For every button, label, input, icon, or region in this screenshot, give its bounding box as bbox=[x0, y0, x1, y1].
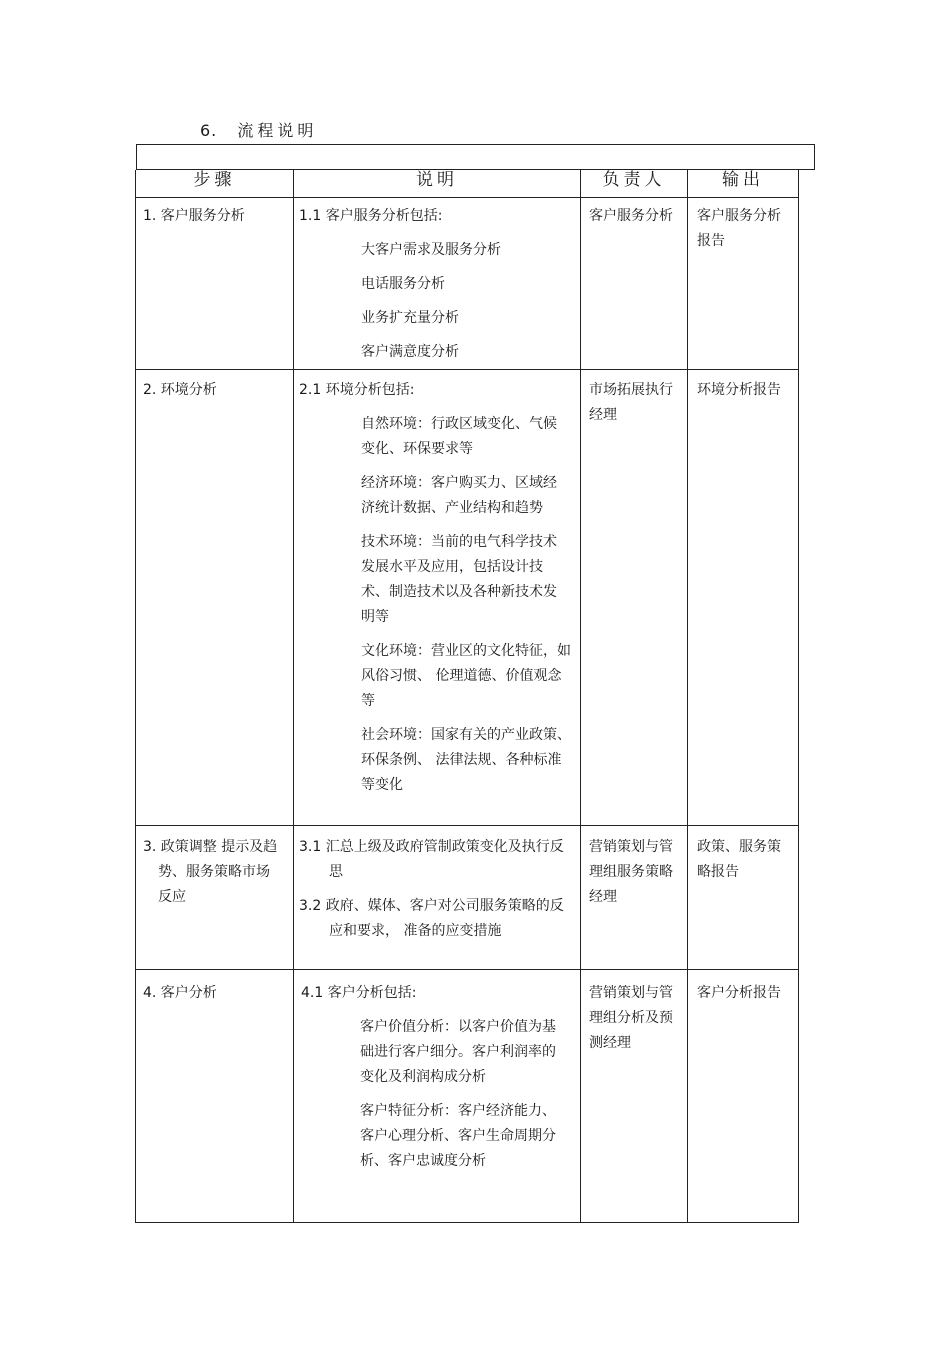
row3-item: 3.2 政府、媒体、客户对公司服务策略的反应和要求， 准备的应变措施 bbox=[299, 898, 564, 939]
row-divider bbox=[135, 825, 799, 826]
row4-description bbox=[301, 981, 577, 1174]
header-step: 步骤 bbox=[193, 170, 236, 190]
row3-owner: 营销策划与管理组服务策略经理 bbox=[589, 839, 673, 905]
row4-output: 客户分析报告 bbox=[697, 985, 781, 1001]
row2-step: 2. 环境分析 bbox=[143, 382, 217, 398]
row1-item: 电话服务分析 bbox=[361, 276, 445, 292]
row4-owner: 营销策划与管理组分析及预测经理 bbox=[589, 985, 673, 1051]
row2-item: 自然环境：行政区域变化、气候变化、环保要求等 bbox=[361, 416, 557, 457]
table-banner-row bbox=[136, 144, 815, 170]
row4-item: 客户价值分析：以客户价值为基础进行客户细分。客户利润率的变化及利润构成分析 bbox=[360, 1019, 556, 1085]
row1-owner: 客户服务分析 bbox=[589, 208, 673, 224]
section-heading bbox=[200, 118, 317, 141]
row3-description bbox=[299, 835, 571, 944]
row-divider bbox=[135, 969, 799, 970]
row2-item: 经济环境：客户购买力、区域经济统计数据、产业结构和趋势 bbox=[361, 475, 557, 516]
column-divider bbox=[687, 170, 688, 1223]
row4-item: 客户特征分析：客户经济能力、客户心理分析、客户生命周期分析、客户忠诚度分析 bbox=[360, 1103, 556, 1169]
section-title: 流程说明 bbox=[237, 121, 318, 140]
table-border-left bbox=[135, 170, 136, 1223]
row1-step: 1. 客户服务分析 bbox=[143, 208, 245, 224]
row1-desc-title: 1.1 客户服务分析包括: bbox=[299, 208, 443, 224]
row4-step: 4. 客户分析 bbox=[143, 985, 217, 1001]
row1-description bbox=[299, 204, 575, 365]
row1-item: 客户满意度分析 bbox=[361, 344, 459, 360]
row2-description bbox=[299, 378, 575, 798]
row3-output: 政策、服务策略报告 bbox=[697, 839, 781, 880]
header-description: 说明 bbox=[416, 170, 458, 190]
column-divider bbox=[293, 170, 294, 1223]
row1-output: 客户服务分析报告 bbox=[697, 208, 781, 249]
table-border-right bbox=[798, 170, 799, 1223]
row2-output: 环境分析报告 bbox=[697, 382, 781, 398]
header-output: 输出 bbox=[722, 170, 764, 190]
row2-item: 技术环境：当前的电气科学技术发展水平及应用，包括设计技术、制造技术以及各种新技术发明等 bbox=[361, 534, 557, 625]
table-border-bottom bbox=[135, 1222, 799, 1223]
row2-item: 社会环境：国家有关的产业政策、环保条例、 法律法规、各种标准等变化 bbox=[361, 727, 571, 793]
column-divider bbox=[580, 170, 581, 1223]
row-divider bbox=[135, 369, 799, 370]
row2-owner: 市场拓展执行经理 bbox=[589, 382, 673, 423]
section-number: 6. bbox=[200, 121, 218, 140]
row2-desc-title: 2.1 环境分析包括: bbox=[299, 382, 415, 398]
row3-step-text: 3. 政策调整 提示及趋势、服务策略市场反应 bbox=[143, 839, 278, 905]
row4-desc-title: 4.1 客户分析包括: bbox=[301, 985, 417, 1001]
row3-step bbox=[143, 835, 283, 910]
row1-item: 业务扩充量分析 bbox=[361, 310, 459, 326]
row1-item: 大客户需求及服务分析 bbox=[361, 242, 501, 258]
row-divider bbox=[135, 197, 799, 198]
header-owner: 负责人 bbox=[602, 170, 666, 190]
row3-item: 3.1 汇总上级及政府管制政策变化及执行反思 bbox=[299, 839, 564, 880]
row2-item: 文化环境：营业区的文化特征，如风俗习惯、 伦理道德、价值观念等 bbox=[361, 643, 571, 709]
